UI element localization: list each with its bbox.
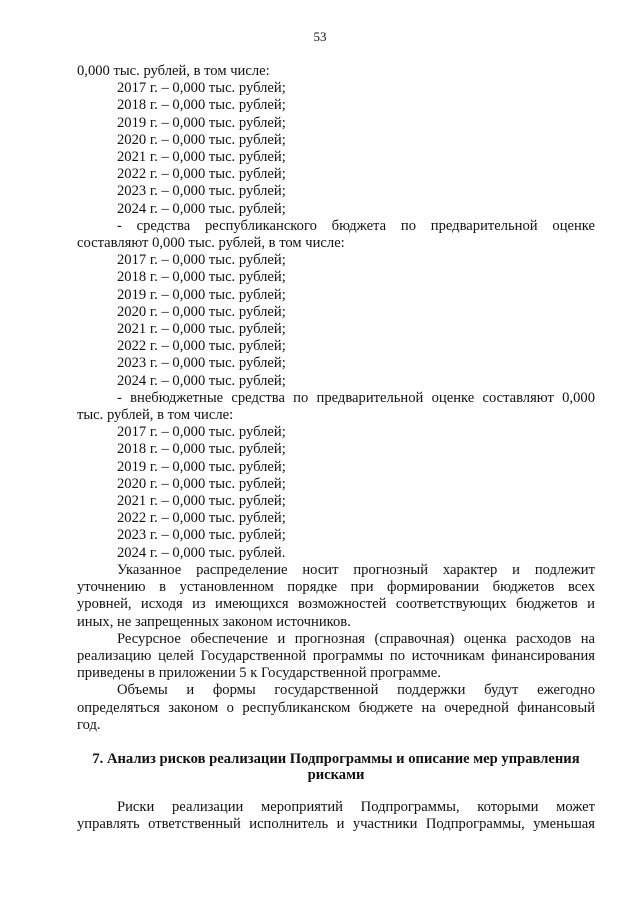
text-line: уточнению в установленном порядке при формировании бюджетов всех: [77, 579, 595, 596]
text-line: 2021 г. – 0,000 тыс. рублей;: [117, 321, 286, 338]
risks-section: [77, 799, 595, 833]
text-line: 2020 г. – 0,000 тыс. рублей;: [117, 131, 286, 148]
text-line: 2019 г. – 0,000 тыс. рублей;: [117, 114, 286, 131]
text-line: приведены в приложении 5 к Государственной программе.: [77, 665, 441, 682]
text-line: год.: [77, 716, 101, 733]
section-heading-line2: рисками: [307, 766, 365, 783]
text-line: - средства республиканского бюджета по предварительной оценке: [117, 217, 595, 234]
text-line: Указанное распределение носит прогнозный характер и подлежит: [117, 561, 595, 578]
section-heading-line1: 7. Анализ рисков реализации Подпрограммы и описание мер управления: [92, 750, 580, 767]
text-line: 2017 г. – 0,000 тыс. рублей;: [117, 80, 286, 97]
text-line: 2021 г. – 0,000 тыс. рублей;: [117, 149, 286, 166]
text-line: 2023 г. – 0,000 тыс. рублей;: [117, 183, 286, 200]
text-line: тыс. рублей, в том числе:: [77, 407, 234, 424]
text-line: 2022 г. – 0,000 тыс. рублей;: [117, 166, 286, 183]
text-line: 2018 г. – 0,000 тыс. рублей;: [117, 97, 286, 114]
section-heading: [77, 751, 595, 783]
text-line: Объемы и формы государственной поддержки будут ежегодно: [117, 682, 595, 699]
text-line: 2020 г. – 0,000 тыс. рублей;: [117, 303, 286, 320]
text-line: - внебюджетные средства по предварительной оценке составляют 0,000: [117, 389, 595, 406]
financing-section: [77, 63, 595, 734]
text-line: реализацию целей Государственной программы по источникам финансирования: [77, 647, 595, 664]
text-line: 0,000 тыс. рублей, в том числе:: [77, 63, 270, 79]
text-line: иных, не запрещенных законом источников.: [77, 613, 351, 630]
text-line: 2020 г. – 0,000 тыс. рублей;: [117, 475, 286, 492]
text-line: 2019 г. – 0,000 тыс. рублей;: [117, 286, 286, 303]
document-body: [77, 63, 595, 833]
text-line: 2023 г. – 0,000 тыс. рублей;: [117, 527, 286, 544]
text-line: 2024 г. – 0,000 тыс. рублей;: [117, 372, 286, 389]
text-line: Риски реализации мероприятий Подпрограммы, которыми может: [117, 798, 595, 815]
text-line: Ресурсное обеспечение и прогнозная (справочная) оценка расходов на: [117, 630, 595, 647]
text-line: 2024 г. – 0,000 тыс. рублей.: [117, 544, 286, 561]
text-line: 2017 г. – 0,000 тыс. рублей;: [117, 252, 286, 269]
text-line: 2024 г. – 0,000 тыс. рублей;: [117, 200, 286, 217]
text-line: 2018 г. – 0,000 тыс. рублей;: [117, 441, 286, 458]
text-line: 2018 г. – 0,000 тыс. рублей;: [117, 269, 286, 286]
page-number: 53: [313, 29, 327, 44]
text-line: 2022 г. – 0,000 тыс. рублей;: [117, 338, 286, 355]
text-line: управлять ответственный исполнитель и участники Подпрограммы, уменьшая: [77, 816, 595, 833]
text-line: определяться законом о республиканском бюджете на очередной финансовый: [77, 699, 595, 716]
text-line: 2019 г. – 0,000 тыс. рублей;: [117, 458, 286, 475]
text-line: составляют 0,000 тыс. рублей, в том числе:: [77, 235, 345, 252]
text-line: уровней, исходя из имеющихся возможностей соответствующих бюджетов и: [77, 596, 595, 613]
text-line: 2023 г. – 0,000 тыс. рублей;: [117, 355, 286, 372]
text-line: 2022 г. – 0,000 тыс. рублей;: [117, 510, 286, 527]
text-line: 2017 г. – 0,000 тыс. рублей;: [117, 424, 286, 441]
text-line: 2021 г. – 0,000 тыс. рублей;: [117, 493, 286, 510]
